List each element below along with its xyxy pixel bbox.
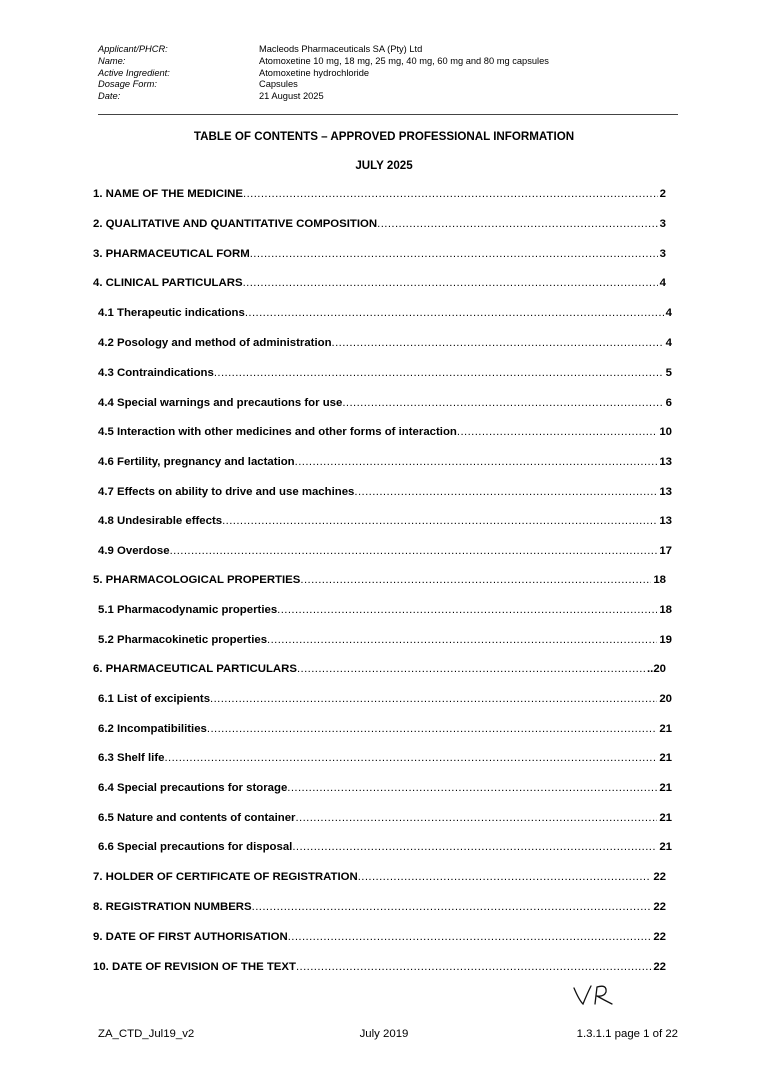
header-label: Date: bbox=[98, 91, 121, 102]
toc-entry-page: 22 bbox=[653, 871, 666, 883]
footer-page-number: 1.3.1.1 page 1 of 22 bbox=[576, 1028, 678, 1040]
toc-entry-page: 4 bbox=[665, 307, 672, 319]
toc-entry[interactable] bbox=[98, 456, 672, 472]
header-label: Dosage Form: bbox=[98, 79, 157, 90]
toc-entry[interactable] bbox=[93, 901, 666, 917]
toc-dot-leader bbox=[245, 307, 664, 319]
header-value: 21 August 2025 bbox=[259, 91, 324, 102]
toc-dot-leader bbox=[457, 426, 657, 438]
toc-dot-leader bbox=[210, 693, 657, 705]
header-value: Capsules bbox=[259, 79, 298, 90]
toc-entry-title: 9. DATE OF FIRST AUTHORISATION bbox=[93, 931, 288, 943]
toc-entry[interactable] bbox=[98, 545, 672, 561]
toc-entry-title: 4.3 Contraindications bbox=[98, 367, 214, 379]
header-label: Name: bbox=[98, 55, 126, 66]
toc-entry[interactable] bbox=[98, 367, 672, 383]
toc-entry-page: 20 bbox=[659, 693, 672, 705]
toc-entry-page: 13 bbox=[659, 486, 672, 498]
toc-entry-title: 10. DATE OF REVISION OF THE TEXT bbox=[93, 961, 296, 973]
toc-entry-page: 21 bbox=[659, 723, 672, 735]
toc-dot-leader bbox=[300, 574, 651, 586]
toc-entry[interactable] bbox=[98, 397, 672, 413]
toc-entry-title: 5.2 Pharmacokinetic properties bbox=[98, 634, 268, 646]
toc-entry-page: 18 bbox=[653, 574, 666, 586]
toc-dot-leader bbox=[332, 337, 664, 349]
toc-entry[interactable] bbox=[98, 812, 672, 828]
toc-entry-page: 2 bbox=[659, 188, 666, 200]
toc-entry[interactable] bbox=[93, 188, 666, 204]
toc-entry[interactable] bbox=[98, 307, 672, 323]
toc-dot-leader bbox=[358, 871, 652, 883]
toc-entry-title: 4.6 Fertility, pregnancy and lactation bbox=[98, 456, 295, 468]
toc-entry-page: 21 bbox=[659, 841, 672, 853]
header-row-dosage-form bbox=[98, 79, 678, 91]
toc-entry-title: 6.4 Special precautions for storage bbox=[98, 782, 288, 794]
toc-entry[interactable] bbox=[98, 426, 672, 442]
header-label: Applicant/PHCR: bbox=[98, 44, 168, 54]
toc-entry[interactable] bbox=[98, 752, 672, 768]
toc-entry-page: 22 bbox=[653, 961, 666, 973]
signature-initials bbox=[570, 982, 620, 1008]
toc-entry[interactable] bbox=[98, 337, 672, 353]
toc-entry-title: 6.6 Special precautions for disposal bbox=[98, 841, 293, 853]
header-row-active-ingredient bbox=[98, 68, 678, 80]
toc-dot-leader bbox=[292, 841, 657, 853]
toc-entry-page: 13 bbox=[659, 456, 672, 468]
header-value: Macleods Pharmaceuticals SA (Pty) Ltd bbox=[259, 44, 423, 54]
toc-entry-page: 4 bbox=[659, 277, 666, 289]
toc-entry[interactable] bbox=[93, 961, 666, 977]
header-value: Atomoxetine hydrochloride bbox=[259, 67, 370, 78]
toc-entry[interactable] bbox=[98, 604, 672, 620]
toc-dot-leader bbox=[297, 663, 645, 675]
header-divider bbox=[98, 114, 678, 115]
toc-dot-leader bbox=[342, 397, 663, 409]
toc-entry-title: 6. PHARMACEUTICAL PARTICULARS bbox=[93, 663, 297, 675]
toc-entry-title: 5. PHARMACOLOGICAL PROPERTIES bbox=[93, 574, 301, 586]
toc-entry-title: 4.2 Posology and method of administration bbox=[98, 337, 332, 349]
toc-entry-page: 3 bbox=[659, 248, 666, 260]
toc-entry[interactable] bbox=[93, 574, 666, 590]
toc-entry-title: 5.1 Pharmacodynamic properties bbox=[98, 604, 278, 616]
toc-entry-title: 4.5 Interaction with other medicines and other forms of interaction bbox=[98, 426, 457, 438]
toc-entry-page: 10 bbox=[659, 426, 672, 438]
toc-entry-page: 17 bbox=[659, 545, 672, 557]
header-row-date bbox=[98, 91, 678, 103]
toc-dot-leader bbox=[207, 723, 657, 735]
footer-version-date: July 2019 bbox=[359, 1028, 409, 1040]
toc-entry-page: 21 bbox=[659, 812, 672, 824]
toc-entry-title: 6.1 List of excipients bbox=[98, 693, 211, 705]
toc-entry-title: 4.7 Effects on ability to drive and use machines bbox=[98, 486, 355, 498]
toc-entry[interactable] bbox=[93, 277, 666, 293]
toc-dot-leader bbox=[295, 456, 658, 468]
toc-dot-leader bbox=[296, 961, 651, 973]
toc-entry-title: 4.4 Special warnings and precautions for use bbox=[98, 397, 343, 409]
footer-document-code: ZA_CTD_Jul19_v2 bbox=[98, 1028, 195, 1040]
toc-entry[interactable] bbox=[98, 515, 672, 531]
toc-dot-leader bbox=[354, 486, 657, 498]
header-value: Atomoxetine 10 mg, 18 mg, 25 mg, 40 mg, 60 mg and 80 mg capsules bbox=[259, 55, 549, 66]
toc-entry-page: 5 bbox=[665, 367, 672, 379]
toc-entry-title: 6.2 Incompatibilities bbox=[98, 723, 207, 735]
toc-entry-page: 19 bbox=[659, 634, 672, 646]
toc-entry-title: 4.8 Undesirable effects bbox=[98, 515, 223, 527]
toc-entry-title: 8. REGISTRATION NUMBERS bbox=[93, 901, 252, 913]
header-label: Active Ingredient: bbox=[98, 67, 170, 78]
document-subtitle: JULY 2025 bbox=[355, 159, 413, 172]
toc-dot-leader bbox=[222, 515, 657, 527]
toc-dot-leader bbox=[164, 752, 657, 764]
toc-entry-page: 6 bbox=[665, 397, 672, 409]
toc-entry[interactable] bbox=[98, 782, 672, 798]
header-row-name bbox=[98, 56, 678, 68]
toc-dot-leader bbox=[214, 367, 664, 379]
document-header bbox=[98, 44, 678, 103]
toc-entry-page: 21 bbox=[659, 752, 672, 764]
toc-entry[interactable] bbox=[98, 841, 672, 857]
toc-dot-leader bbox=[288, 931, 652, 943]
toc-entry-page: 21 bbox=[659, 782, 672, 794]
toc-entry-page: 4 bbox=[665, 337, 672, 349]
toc-entry-title: 4.9 Overdose bbox=[98, 545, 170, 557]
toc-dot-leader bbox=[243, 277, 658, 289]
toc-dot-leader bbox=[267, 634, 657, 646]
toc-dot-leader bbox=[250, 248, 658, 260]
toc-entry-title: 3. PHARMACEUTICAL FORM bbox=[93, 248, 250, 260]
toc-entry-title: 7. HOLDER OF CERTIFICATE OF REGISTRATION bbox=[93, 871, 358, 883]
toc-entry-page: 22 bbox=[653, 901, 666, 913]
toc-entry-page: ..20 bbox=[647, 663, 666, 675]
toc-dot-leader bbox=[377, 218, 658, 230]
toc-entry-page: 22 bbox=[653, 931, 666, 943]
toc-entry[interactable] bbox=[93, 871, 666, 887]
toc-entry-title: 4. CLINICAL PARTICULARS bbox=[93, 277, 243, 289]
toc-entry-title: 6.3 Shelf life bbox=[98, 752, 165, 764]
toc-entry[interactable] bbox=[98, 634, 672, 650]
toc-entry-title: 2. QUALITATIVE AND QUANTITATIVE COMPOSITION bbox=[93, 218, 378, 230]
toc-dot-leader bbox=[252, 901, 652, 913]
toc-entry-page: 18 bbox=[659, 604, 672, 616]
toc-entry-page: 3 bbox=[659, 218, 666, 230]
toc-entry-title: 6.5 Nature and contents of container bbox=[98, 812, 296, 824]
toc-entry[interactable] bbox=[98, 723, 672, 739]
document-title: TABLE OF CONTENTS – APPROVED PROFESSIONAL INFORMATION bbox=[193, 130, 575, 143]
toc-entry-title: 4.1 Therapeutic indications bbox=[98, 307, 245, 319]
toc-entry-page: 13 bbox=[659, 515, 672, 527]
toc-entry-title: 1. NAME OF THE MEDICINE bbox=[93, 188, 243, 200]
toc-dot-leader bbox=[295, 812, 657, 824]
toc-entry[interactable] bbox=[93, 931, 666, 947]
toc-dot-leader bbox=[170, 545, 658, 557]
toc-entry[interactable] bbox=[93, 663, 666, 679]
header-row-applicant bbox=[98, 44, 678, 56]
toc-dot-leader bbox=[243, 188, 658, 200]
toc-entry[interactable] bbox=[93, 248, 666, 264]
toc-entry[interactable] bbox=[93, 218, 666, 234]
toc-entry[interactable] bbox=[98, 693, 672, 709]
toc-entry[interactable] bbox=[98, 486, 672, 502]
toc-dot-leader bbox=[287, 782, 657, 794]
toc-dot-leader bbox=[277, 604, 657, 616]
